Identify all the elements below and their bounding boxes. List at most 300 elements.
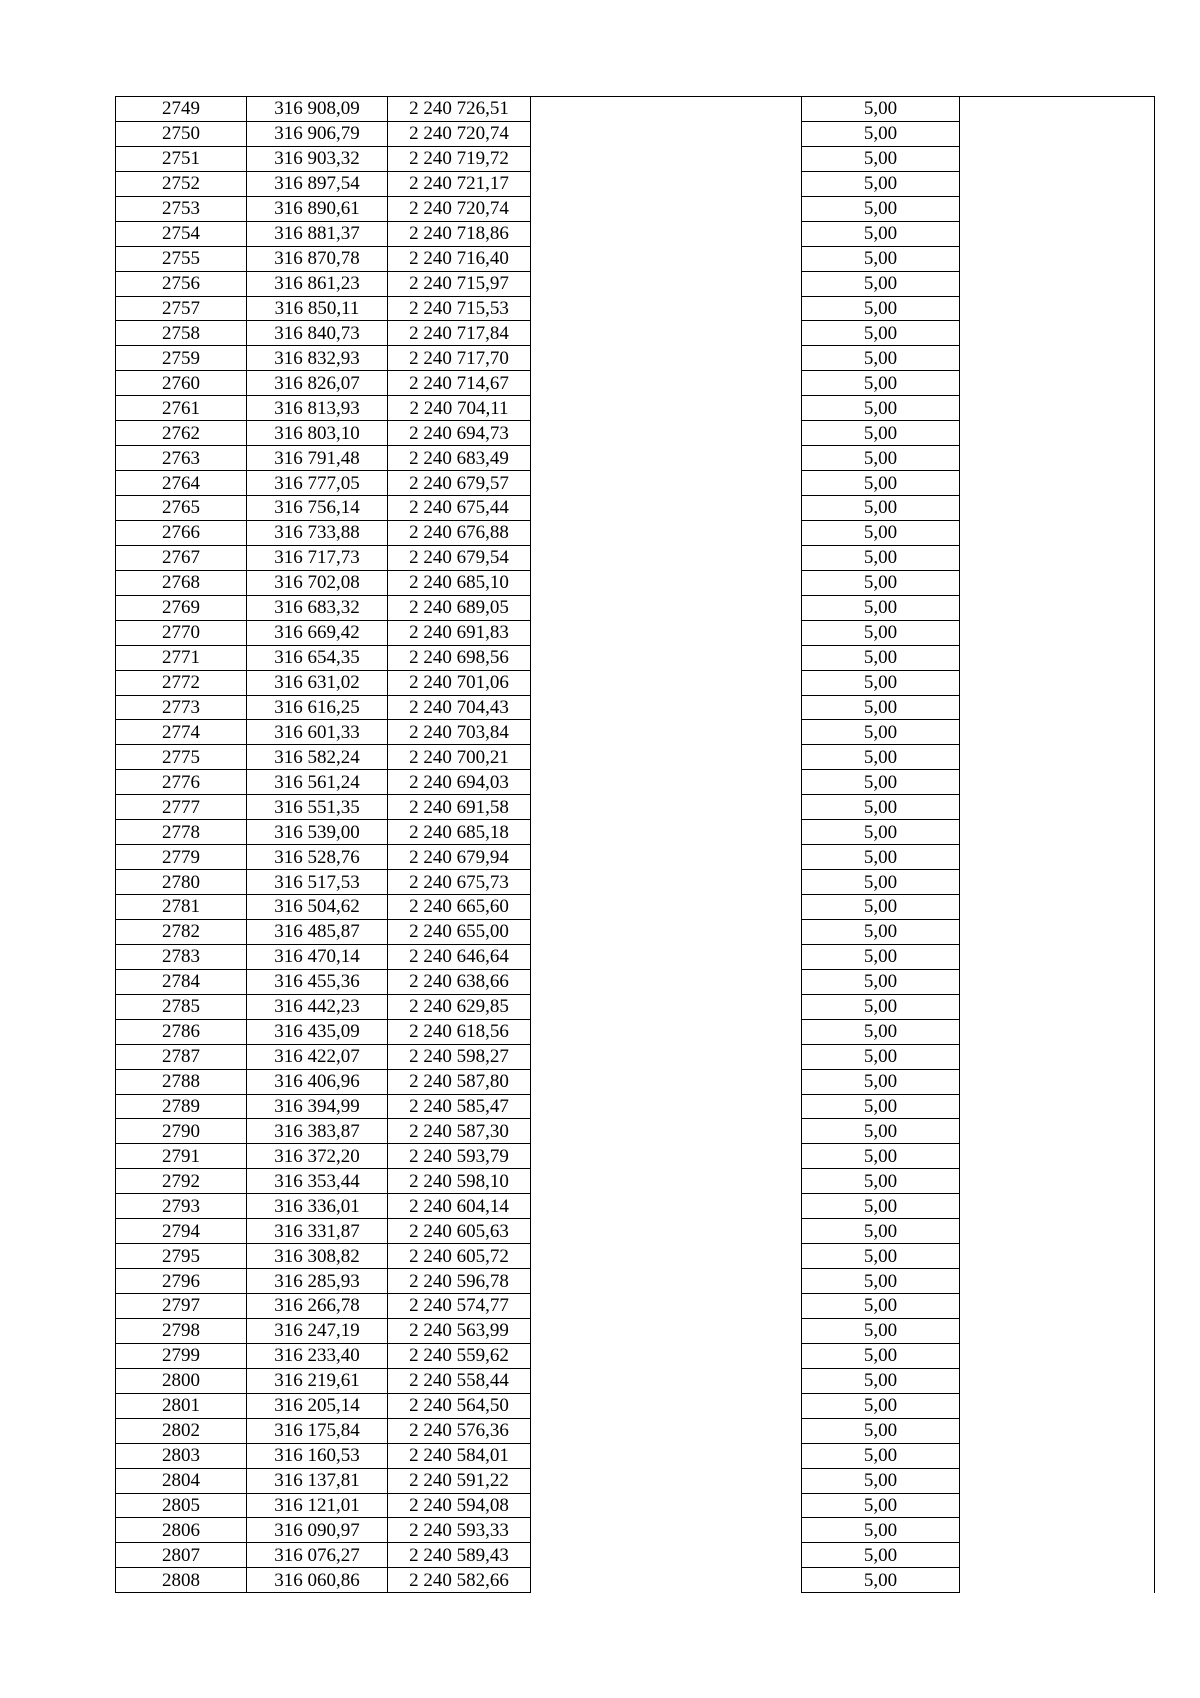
table-row <box>116 720 1155 745</box>
point-number-cell: 2767 <box>116 545 247 570</box>
empty-cell <box>960 1019 1155 1044</box>
value-cell: 5,00 <box>802 271 960 296</box>
point-number-cell: 2786 <box>116 1019 247 1044</box>
x-coordinate-cell: 316 551,35 <box>247 795 388 820</box>
empty-cell <box>531 1044 802 1069</box>
empty-cell <box>531 720 802 745</box>
empty-cell <box>531 1343 802 1368</box>
table-row <box>116 1568 1155 1593</box>
x-coordinate-cell: 316 372,20 <box>247 1144 388 1169</box>
point-number-cell: 2750 <box>116 121 247 146</box>
y-coordinate-cell: 2 240 605,63 <box>388 1219 531 1244</box>
empty-cell <box>531 1493 802 1518</box>
value-cell: 5,00 <box>802 1294 960 1319</box>
empty-cell <box>531 196 802 221</box>
y-coordinate-cell: 2 240 564,50 <box>388 1393 531 1418</box>
empty-cell <box>531 1069 802 1094</box>
empty-cell <box>960 246 1155 271</box>
point-number-cell: 2793 <box>116 1194 247 1219</box>
table-row <box>116 97 1155 122</box>
x-coordinate-cell: 316 890,61 <box>247 196 388 221</box>
empty-cell <box>531 695 802 720</box>
empty-cell <box>960 346 1155 371</box>
empty-cell <box>960 695 1155 720</box>
empty-cell <box>531 221 802 246</box>
y-coordinate-cell: 2 240 574,77 <box>388 1294 531 1319</box>
coordinates-table-body <box>116 97 1155 1593</box>
x-coordinate-cell: 316 121,01 <box>247 1493 388 1518</box>
empty-cell <box>531 845 802 870</box>
empty-cell <box>960 1493 1155 1518</box>
x-coordinate-cell: 316 247,19 <box>247 1318 388 1343</box>
empty-cell <box>960 421 1155 446</box>
value-cell: 5,00 <box>802 1368 960 1393</box>
y-coordinate-cell: 2 240 691,83 <box>388 620 531 645</box>
value-cell: 5,00 <box>802 745 960 770</box>
table-row <box>116 371 1155 396</box>
empty-cell <box>960 271 1155 296</box>
point-number-cell: 2763 <box>116 446 247 471</box>
empty-cell <box>531 545 802 570</box>
x-coordinate-cell: 316 060,86 <box>247 1568 388 1593</box>
empty-cell <box>960 196 1155 221</box>
table-row <box>116 1219 1155 1244</box>
point-number-cell: 2808 <box>116 1568 247 1593</box>
empty-cell <box>531 1393 802 1418</box>
value-cell: 5,00 <box>802 1343 960 1368</box>
empty-cell <box>531 620 802 645</box>
point-number-cell: 2753 <box>116 196 247 221</box>
point-number-cell: 2789 <box>116 1094 247 1119</box>
point-number-cell: 2775 <box>116 745 247 770</box>
point-number-cell: 2791 <box>116 1144 247 1169</box>
point-number-cell: 2758 <box>116 321 247 346</box>
value-cell: 5,00 <box>802 1393 960 1418</box>
value-cell: 5,00 <box>802 1144 960 1169</box>
empty-cell <box>531 1318 802 1343</box>
point-number-cell: 2754 <box>116 221 247 246</box>
y-coordinate-cell: 2 240 685,18 <box>388 820 531 845</box>
point-number-cell: 2792 <box>116 1169 247 1194</box>
empty-cell <box>531 1368 802 1393</box>
point-number-cell: 2781 <box>116 895 247 920</box>
value-cell: 5,00 <box>802 496 960 521</box>
empty-cell <box>531 1144 802 1169</box>
table-row <box>116 944 1155 969</box>
point-number-cell: 2751 <box>116 146 247 171</box>
value-cell: 5,00 <box>802 1443 960 1468</box>
x-coordinate-cell: 316 504,62 <box>247 895 388 920</box>
value-cell: 5,00 <box>802 171 960 196</box>
empty-cell <box>960 1468 1155 1493</box>
value-cell: 5,00 <box>802 1094 960 1119</box>
y-coordinate-cell: 2 240 604,14 <box>388 1194 531 1219</box>
point-number-cell: 2768 <box>116 570 247 595</box>
empty-cell <box>531 1019 802 1044</box>
y-coordinate-cell: 2 240 691,58 <box>388 795 531 820</box>
empty-cell <box>531 446 802 471</box>
point-number-cell: 2752 <box>116 171 247 196</box>
point-number-cell: 2800 <box>116 1368 247 1393</box>
y-coordinate-cell: 2 240 587,80 <box>388 1069 531 1094</box>
value-cell: 5,00 <box>802 1518 960 1543</box>
empty-cell <box>531 745 802 770</box>
point-number-cell: 2755 <box>116 246 247 271</box>
y-coordinate-cell: 2 240 715,97 <box>388 271 531 296</box>
x-coordinate-cell: 316 485,87 <box>247 919 388 944</box>
y-coordinate-cell: 2 240 720,74 <box>388 121 531 146</box>
value-cell: 5,00 <box>802 795 960 820</box>
empty-cell <box>531 595 802 620</box>
x-coordinate-cell: 316 870,78 <box>247 246 388 271</box>
x-coordinate-cell: 316 683,32 <box>247 595 388 620</box>
y-coordinate-cell: 2 240 598,10 <box>388 1169 531 1194</box>
value-cell: 5,00 <box>802 1244 960 1269</box>
y-coordinate-cell: 2 240 585,47 <box>388 1094 531 1119</box>
x-coordinate-cell: 316 903,32 <box>247 146 388 171</box>
point-number-cell: 2774 <box>116 720 247 745</box>
value-cell: 5,00 <box>802 196 960 221</box>
y-coordinate-cell: 2 240 683,49 <box>388 446 531 471</box>
value-cell: 5,00 <box>802 994 960 1019</box>
empty-cell <box>960 895 1155 920</box>
value-cell: 5,00 <box>802 246 960 271</box>
empty-cell <box>960 1244 1155 1269</box>
table-row <box>116 994 1155 1019</box>
table-row <box>116 645 1155 670</box>
empty-cell <box>960 795 1155 820</box>
point-number-cell: 2787 <box>116 1044 247 1069</box>
point-number-cell: 2762 <box>116 421 247 446</box>
point-number-cell: 2795 <box>116 1244 247 1269</box>
y-coordinate-cell: 2 240 584,01 <box>388 1443 531 1468</box>
y-coordinate-cell: 2 240 589,43 <box>388 1543 531 1568</box>
y-coordinate-cell: 2 240 655,00 <box>388 919 531 944</box>
value-cell: 5,00 <box>802 1119 960 1144</box>
table-row <box>116 919 1155 944</box>
x-coordinate-cell: 316 850,11 <box>247 296 388 321</box>
point-number-cell: 2788 <box>116 1069 247 1094</box>
empty-cell <box>960 146 1155 171</box>
y-coordinate-cell: 2 240 646,64 <box>388 944 531 969</box>
x-coordinate-cell: 316 906,79 <box>247 121 388 146</box>
value-cell: 5,00 <box>802 1269 960 1294</box>
empty-cell <box>531 171 802 196</box>
x-coordinate-cell: 316 137,81 <box>247 1468 388 1493</box>
value-cell: 5,00 <box>802 695 960 720</box>
y-coordinate-cell: 2 240 675,73 <box>388 870 531 895</box>
y-coordinate-cell: 2 240 714,67 <box>388 371 531 396</box>
empty-cell <box>960 770 1155 795</box>
value-cell: 5,00 <box>802 121 960 146</box>
empty-cell <box>960 1269 1155 1294</box>
value-cell: 5,00 <box>802 870 960 895</box>
y-coordinate-cell: 2 240 676,88 <box>388 520 531 545</box>
y-coordinate-cell: 2 240 593,33 <box>388 1518 531 1543</box>
empty-cell <box>960 620 1155 645</box>
table-row <box>116 770 1155 795</box>
table-row <box>116 1194 1155 1219</box>
x-coordinate-cell: 316 160,53 <box>247 1443 388 1468</box>
table-row <box>116 745 1155 770</box>
point-number-cell: 2749 <box>116 97 247 122</box>
table-row <box>116 446 1155 471</box>
y-coordinate-cell: 2 240 694,03 <box>388 770 531 795</box>
empty-cell <box>531 969 802 994</box>
point-number-cell: 2794 <box>116 1219 247 1244</box>
empty-cell <box>531 346 802 371</box>
table-row <box>116 595 1155 620</box>
value-cell: 5,00 <box>802 1468 960 1493</box>
empty-cell <box>531 895 802 920</box>
table-row <box>116 1069 1155 1094</box>
table-row <box>116 570 1155 595</box>
value-cell: 5,00 <box>802 620 960 645</box>
empty-cell <box>531 1568 802 1593</box>
empty-cell <box>531 770 802 795</box>
value-cell: 5,00 <box>802 845 960 870</box>
x-coordinate-cell: 316 285,93 <box>247 1269 388 1294</box>
x-coordinate-cell: 316 435,09 <box>247 1019 388 1044</box>
x-coordinate-cell: 316 826,07 <box>247 371 388 396</box>
x-coordinate-cell: 316 840,73 <box>247 321 388 346</box>
table-row <box>116 520 1155 545</box>
x-coordinate-cell: 316 733,88 <box>247 520 388 545</box>
empty-cell <box>531 421 802 446</box>
empty-cell <box>531 1169 802 1194</box>
table-row <box>116 1044 1155 1069</box>
value-cell: 5,00 <box>802 421 960 446</box>
table-row <box>116 1468 1155 1493</box>
empty-cell <box>960 296 1155 321</box>
empty-cell <box>531 670 802 695</box>
table-row <box>116 1144 1155 1169</box>
table-row <box>116 271 1155 296</box>
x-coordinate-cell: 316 336,01 <box>247 1194 388 1219</box>
empty-cell <box>531 146 802 171</box>
empty-cell <box>960 171 1155 196</box>
table-row <box>116 121 1155 146</box>
y-coordinate-cell: 2 240 679,54 <box>388 545 531 570</box>
empty-cell <box>960 720 1155 745</box>
table-row <box>116 346 1155 371</box>
point-number-cell: 2759 <box>116 346 247 371</box>
x-coordinate-cell: 316 528,76 <box>247 845 388 870</box>
table-row <box>116 1094 1155 1119</box>
table-row <box>116 496 1155 521</box>
empty-cell <box>531 1269 802 1294</box>
table-row <box>116 1493 1155 1518</box>
empty-cell <box>960 845 1155 870</box>
x-coordinate-cell: 316 654,35 <box>247 645 388 670</box>
x-coordinate-cell: 316 394,99 <box>247 1094 388 1119</box>
empty-cell <box>960 471 1155 496</box>
table-row <box>116 1119 1155 1144</box>
empty-cell <box>960 1219 1155 1244</box>
empty-cell <box>531 97 802 122</box>
empty-cell <box>960 1543 1155 1568</box>
table-row <box>116 396 1155 421</box>
empty-cell <box>960 994 1155 1019</box>
x-coordinate-cell: 316 442,23 <box>247 994 388 1019</box>
empty-cell <box>960 595 1155 620</box>
empty-cell <box>960 1044 1155 1069</box>
x-coordinate-cell: 316 777,05 <box>247 471 388 496</box>
value-cell: 5,00 <box>802 770 960 795</box>
y-coordinate-cell: 2 240 704,11 <box>388 396 531 421</box>
x-coordinate-cell: 316 791,48 <box>247 446 388 471</box>
y-coordinate-cell: 2 240 715,53 <box>388 296 531 321</box>
value-cell: 5,00 <box>802 1418 960 1443</box>
x-coordinate-cell: 316 308,82 <box>247 1244 388 1269</box>
y-coordinate-cell: 2 240 685,10 <box>388 570 531 595</box>
x-coordinate-cell: 316 702,08 <box>247 570 388 595</box>
y-coordinate-cell: 2 240 605,72 <box>388 1244 531 1269</box>
table-row <box>116 969 1155 994</box>
empty-cell <box>960 97 1155 122</box>
empty-cell <box>960 371 1155 396</box>
point-number-cell: 2796 <box>116 1269 247 1294</box>
table-row <box>116 670 1155 695</box>
y-coordinate-cell: 2 240 629,85 <box>388 994 531 1019</box>
value-cell: 5,00 <box>802 570 960 595</box>
x-coordinate-cell: 316 455,36 <box>247 969 388 994</box>
empty-cell <box>960 121 1155 146</box>
empty-cell <box>960 1169 1155 1194</box>
x-coordinate-cell: 316 266,78 <box>247 1294 388 1319</box>
value-cell: 5,00 <box>802 720 960 745</box>
point-number-cell: 2780 <box>116 870 247 895</box>
value-cell: 5,00 <box>802 296 960 321</box>
value-cell: 5,00 <box>802 595 960 620</box>
empty-cell <box>531 1094 802 1119</box>
empty-cell <box>960 919 1155 944</box>
point-number-cell: 2761 <box>116 396 247 421</box>
value-cell: 5,00 <box>802 146 960 171</box>
y-coordinate-cell: 2 240 701,06 <box>388 670 531 695</box>
empty-cell <box>531 471 802 496</box>
value-cell: 5,00 <box>802 820 960 845</box>
empty-cell <box>960 870 1155 895</box>
point-number-cell: 2783 <box>116 944 247 969</box>
point-number-cell: 2764 <box>116 471 247 496</box>
y-coordinate-cell: 2 240 679,57 <box>388 471 531 496</box>
x-coordinate-cell: 316 881,37 <box>247 221 388 246</box>
x-coordinate-cell: 316 813,93 <box>247 396 388 421</box>
empty-cell <box>531 944 802 969</box>
y-coordinate-cell: 2 240 598,27 <box>388 1044 531 1069</box>
y-coordinate-cell: 2 240 689,05 <box>388 595 531 620</box>
point-number-cell: 2756 <box>116 271 247 296</box>
table-row <box>116 471 1155 496</box>
empty-cell <box>531 1443 802 1468</box>
table-row <box>116 1244 1155 1269</box>
empty-cell <box>531 795 802 820</box>
table-row <box>116 820 1155 845</box>
y-coordinate-cell: 2 240 596,78 <box>388 1269 531 1294</box>
point-number-cell: 2801 <box>116 1393 247 1418</box>
point-number-cell: 2798 <box>116 1318 247 1343</box>
x-coordinate-cell: 316 353,44 <box>247 1169 388 1194</box>
empty-cell <box>960 1069 1155 1094</box>
point-number-cell: 2765 <box>116 496 247 521</box>
value-cell: 5,00 <box>802 1069 960 1094</box>
point-number-cell: 2782 <box>116 919 247 944</box>
value-cell: 5,00 <box>802 396 960 421</box>
point-number-cell: 2779 <box>116 845 247 870</box>
table-row <box>116 421 1155 446</box>
value-cell: 5,00 <box>802 670 960 695</box>
y-coordinate-cell: 2 240 721,17 <box>388 171 531 196</box>
value-cell: 5,00 <box>802 321 960 346</box>
empty-cell <box>531 271 802 296</box>
table-row <box>116 146 1155 171</box>
point-number-cell: 2784 <box>116 969 247 994</box>
y-coordinate-cell: 2 240 576,36 <box>388 1418 531 1443</box>
point-number-cell: 2771 <box>116 645 247 670</box>
x-coordinate-cell: 316 616,25 <box>247 695 388 720</box>
empty-cell <box>531 520 802 545</box>
x-coordinate-cell: 316 631,02 <box>247 670 388 695</box>
empty-cell <box>531 246 802 271</box>
x-coordinate-cell: 316 669,42 <box>247 620 388 645</box>
empty-cell <box>531 1468 802 1493</box>
x-coordinate-cell: 316 406,96 <box>247 1069 388 1094</box>
y-coordinate-cell: 2 240 594,08 <box>388 1493 531 1518</box>
empty-cell <box>531 496 802 521</box>
empty-cell <box>960 1418 1155 1443</box>
point-number-cell: 2766 <box>116 520 247 545</box>
value-cell: 5,00 <box>802 1219 960 1244</box>
x-coordinate-cell: 316 717,73 <box>247 545 388 570</box>
point-number-cell: 2802 <box>116 1418 247 1443</box>
x-coordinate-cell: 316 233,40 <box>247 1343 388 1368</box>
value-cell: 5,00 <box>802 1568 960 1593</box>
y-coordinate-cell: 2 240 717,70 <box>388 346 531 371</box>
table-row <box>116 795 1155 820</box>
point-number-cell: 2806 <box>116 1518 247 1543</box>
empty-cell <box>531 396 802 421</box>
value-cell: 5,00 <box>802 97 960 122</box>
empty-cell <box>531 870 802 895</box>
point-number-cell: 2797 <box>116 1294 247 1319</box>
table-row <box>116 1019 1155 1044</box>
y-coordinate-cell: 2 240 694,73 <box>388 421 531 446</box>
empty-cell <box>531 1518 802 1543</box>
table-row <box>116 1169 1155 1194</box>
point-number-cell: 2785 <box>116 994 247 1019</box>
empty-cell <box>960 645 1155 670</box>
point-number-cell: 2790 <box>116 1119 247 1144</box>
x-coordinate-cell: 316 331,87 <box>247 1219 388 1244</box>
value-cell: 5,00 <box>802 371 960 396</box>
table-row <box>116 1343 1155 1368</box>
y-coordinate-cell: 2 240 591,22 <box>388 1468 531 1493</box>
table-row <box>116 895 1155 920</box>
x-coordinate-cell: 316 561,24 <box>247 770 388 795</box>
value-cell: 5,00 <box>802 221 960 246</box>
x-coordinate-cell: 316 205,14 <box>247 1393 388 1418</box>
point-number-cell: 2803 <box>116 1443 247 1468</box>
table-row <box>116 1368 1155 1393</box>
table-row <box>116 296 1155 321</box>
y-coordinate-cell: 2 240 700,21 <box>388 745 531 770</box>
x-coordinate-cell: 316 422,07 <box>247 1044 388 1069</box>
value-cell: 5,00 <box>802 919 960 944</box>
point-number-cell: 2804 <box>116 1468 247 1493</box>
table-row <box>116 196 1155 221</box>
point-number-cell: 2805 <box>116 1493 247 1518</box>
